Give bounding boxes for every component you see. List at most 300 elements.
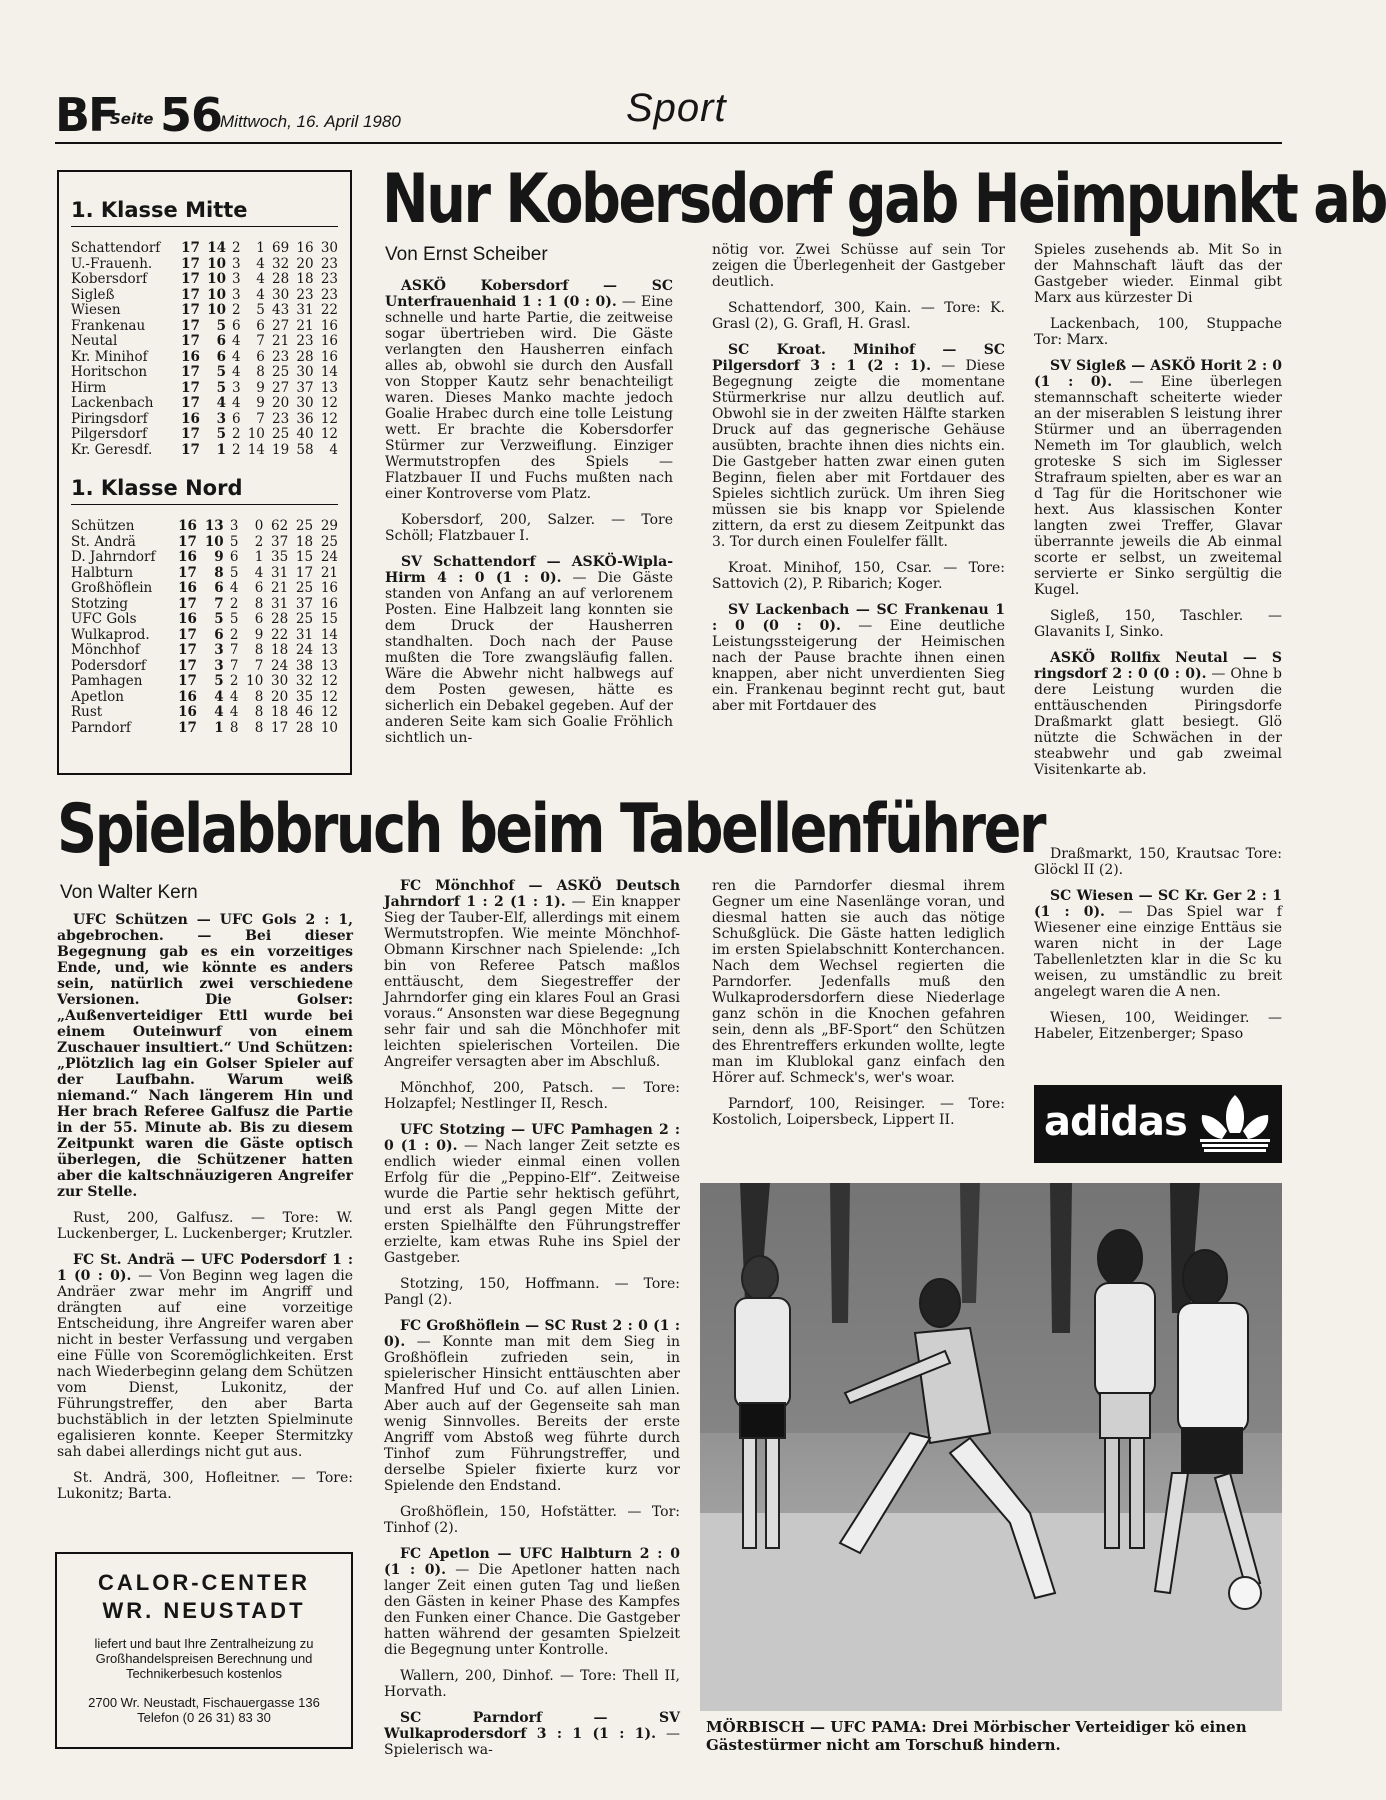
team-name: Kr. Geresdf. [71,441,153,458]
standings-row [71,288,338,304]
stat-cell: 10 [320,719,338,736]
stat-cell: 2 [229,673,239,689]
stat-cell: 17 [181,379,200,396]
stat-cell: 22 [320,302,338,318]
stat-cell: 6 [231,410,241,427]
article2-col1 [57,912,353,1532]
stat-cell: 4 [256,271,265,287]
article-paragraph [384,878,680,1070]
standings-row [71,381,338,397]
stat-cell: 12 [320,426,338,442]
standings-row [71,705,338,721]
stat-cell: 2 [229,626,239,643]
paragraph-text: — Die Gäste standen von Anfang an auf verlorenem Posten. Eine Halbzeit lang konnten sie dem Druck der Hausherren standhalten. Doch nach der Pause mußten die Tore zwangsläufig fallen. Wäre die Abwehr nicht halbwegs auf dem Posten gewesen, hätte es sicherlich ein Debakel gegeben. Auf der anderen Seite kam sich Goalie Fröhlich sichtlich un- [385,570,674,746]
stat-cell: 10 [207,271,227,287]
stat-cell: 30 [272,286,290,303]
article-paragraph [1034,316,1282,348]
article-paragraph [384,1318,680,1494]
paragraph-text: — Eine deutliche Leistungssteigerung der Heimischen nach der Pause brachte ihnen einen knappen, aber nicht unverdienten Sieg ein. Frankenau beginnt recht gut, baut aber mit Fortdauer des [712,618,1005,714]
stat-cell: 5 [214,673,224,689]
stat-cell: 16 [181,348,200,365]
standings-row [71,721,338,737]
stat-cell: 21 [272,333,290,349]
stat-cell: 10 [246,673,264,689]
paragraph-text: Kroat. Minihof, 150, Csar. — Tore: Sattovich (2), P. Ribarich; Koger. [712,560,1005,592]
stat-cell: 16 [178,611,197,627]
article1-col2 [712,242,1005,778]
stat-cell: 16 [320,333,338,349]
paragraph-text: Wallern, 200, Dinhof. — Tore: Thell II, Horvath. [384,1668,680,1700]
stat-cell: 17 [181,333,200,349]
team-name: Schützen [71,518,135,534]
match-heading: FC St. Andrä — UFC Podersdorf 1 : 1 (0 : 0). [57,1252,353,1284]
paragraph-text: Mönchhof, 200, Patsch. — Tore: Holzapfel; Nestlinger II, Resch. [384,1080,680,1112]
paragraph-text: Sigleß, 150, Taschler. — Glavanits I, Sinko. [1034,608,1282,640]
stat-cell: 30 [271,673,289,689]
stat-cell: 8 [214,564,224,581]
stat-cell: 10 [207,286,227,303]
stat-cell: 8 [254,719,264,736]
photo-caption: MÖRBISCH — UFC PAMA: Drei Mörbischer Verteidiger kö einen Gästestürmer nicht am Torschuß hindern. [706,1718,1247,1754]
team-name: U.-Frauenh. [71,255,153,272]
match-heading: SV Schattendorf — ASKÖ-Wipla-Hirm 4 : 0 (1 : 0). [385,554,673,586]
stat-cell: 31 [271,595,289,612]
stat-cell: 40 [296,426,314,442]
stat-cell: 17 [178,564,197,581]
paragraph-text: Wiesen, 100, Weidinger. — Habeler, Eitzenberger; Spaso [1034,1010,1282,1042]
stat-cell: 23 [320,286,338,303]
stat-cell: 6 [229,549,239,565]
stat-cell: 17 [181,441,200,458]
article-paragraph [1034,608,1282,640]
match-heading: ASKÖ Rollfix Neutal — S ringsdorf 2 : 0 (0 : 0). [1034,650,1282,682]
stat-cell: 14 [320,626,338,643]
stat-cell: 1 [254,549,264,565]
stat-cell: 7 [254,657,264,674]
standings-row [71,690,338,706]
ad-phone: Telefon (0 26 31) 83 30 [137,1710,271,1725]
article-paragraph [384,1546,680,1658]
stat-cell: 27 [272,317,290,334]
stat-cell: 20 [272,395,290,411]
stat-cell: 4 [329,441,338,458]
seite-label: Seite [110,110,154,128]
stat-cell: 16 [181,410,200,427]
stat-cell: 17 [181,286,200,303]
paragraph-text: ren die Parndorfer diesmal ihrem Gegner um eine Nasenlänge voran, und diesmal hatten sie auch das nötige Schußglück. Die Gäste hatten lediglich im ersten Spielabschnitt Konterchancen. Nach dem Wechsel regierten die Parndorfer. Jedenfalls muß den Wulkaprodersdorfern diese Niederlage ganz schön in die Knochen gefahren sein, denn als „BF-Sport“ den Schützen des Ehrentreffers erkunden wollte, legte man im Klublokal ganz einfach den Hörer auf. Schmeck's, wer's woar. [712,878,1005,1086]
stat-cell: 30 [320,240,338,256]
stat-cell: 17 [181,302,200,318]
stat-cell: 5 [216,317,227,334]
paragraph-text: Stotzing, 150, Hoffmann. — Tore: Pangl (2). [384,1276,680,1308]
stat-cell: 5 [216,379,227,396]
standings-row [71,443,338,459]
stat-cell: 16 [178,688,197,705]
stat-cell: 31 [271,564,289,581]
stat-cell: 7 [229,657,239,674]
standings-row [71,628,338,644]
paper-logo: BF [55,88,118,142]
article-paragraph [712,300,1005,332]
stat-cell: 23 [320,255,338,272]
team-name: Piringsdorf [71,410,148,427]
article2-col2 [384,878,681,1758]
team-name: Hirm [71,379,107,396]
team-name: Neutal [71,333,118,349]
standings-box [57,170,352,775]
calor-center-ad [55,1552,353,1749]
article1-byline: Von Ernst Scheiber [385,244,548,265]
stat-cell: 30 [296,395,314,411]
stat-cell: 9 [256,379,265,396]
stat-cell: 28 [296,348,314,365]
stat-cell: 3 [231,286,241,303]
article-paragraph [712,878,1005,1086]
stat-cell: 16 [178,580,197,596]
standings-row [71,365,338,381]
paragraph-text: — Ohne b dere Leistung wurden die enttäuschenden Piringsdorfe Draßmarkt glatt besiegt. Glö nützte die Schwächen in der steabwehr und gab zweimal Visitenkarte ab. [1034,666,1282,778]
standings-row [71,566,338,582]
stat-cell: 31 [295,626,314,643]
stat-cell: 8 [254,642,264,658]
team-name: St. Andrä [71,533,136,550]
stat-cell: 21 [296,317,314,334]
article1-col1 [385,278,673,778]
stat-cell: 4 [214,704,224,720]
stat-cell: 31 [296,302,314,318]
team-name: Parndorf [71,719,131,736]
paragraph-text: Draßmarkt, 150, Krautsac Tore: Glöckl II (2). [1034,846,1282,878]
stat-cell: 1 [256,240,265,256]
stat-cell: 46 [295,704,314,720]
stat-cell: 14 [207,240,227,256]
paragraph-text: Kobersdorf, 200, Salzer. — Tore Schöll; Flatzbauer I. [385,512,673,544]
stat-cell: 7 [256,410,265,427]
match-heading: SC Parndorf — SV Wulkaprodersdorf 3 : 1 (1 : 1). [384,1710,680,1742]
stat-cell: 16 [320,595,338,612]
stat-cell: 69 [272,240,290,256]
paragraph-text: — Diese Begegnung zeigte die momentane Stürmerkrise nur allzu deutlich auf. Obwohl sie in der zweiten Hälfte starken Druck auf das gegnerische Gehäuse ausübten, brachte ihnen dies nichts ein. Die Gastgeber hatten zwar einen guten Beginn, fielen aber mit Fortdauer des Spieles sichtlich zurück. Um ihren Sieg müssen sie bis knapp vor Spielende zittern, da erst zu diesem Zeitpunkt das 3. Tor durch einen Foulelfer fällt. [712,358,1006,550]
article2-byline: Von Walter Kern [60,882,198,903]
article-paragraph [385,554,673,746]
stat-cell: 36 [296,410,314,427]
stat-cell: 17 [295,564,314,581]
stat-cell: 24 [320,549,338,565]
team-name: Wulkaprod. [71,626,150,643]
team-name: Großhöflein [71,580,153,596]
paragraph-text: — Konnte man mit dem Sieg in Großhöflein zufrieden sein, in spielerischer Hinsicht enttäuschten aber Manfred Huf und Co. auf allen Linien. Aber auch auf der Gegenseite sah man wenig Sinnvolles. Bereits der erste Angriff vom Abstoß weg führte durch Tinhof zum Führungstreffer, und derselbe Spieler fixierte kurz vor Spielende den Endstand. [384,1334,680,1494]
stat-cell: 13 [204,518,224,534]
match-heading: SV Lackenbach — SC Frankenau 1 : 0 (0 : 0). [712,602,1005,634]
issue-date: Mittwoch, 16. April 1980 [220,112,401,131]
article-paragraph [384,1710,680,1758]
standings-row [71,272,338,288]
stat-cell: 1 [216,441,227,458]
team-name: Kobersdorf [71,271,148,287]
stat-cell: 5 [214,611,224,627]
standings-row [71,319,338,335]
stat-cell: 4 [256,286,265,303]
stat-cell: 4 [214,688,224,705]
stat-cell: 30 [296,364,314,380]
article-paragraph [57,912,353,1200]
stat-cell: 8 [254,595,264,612]
stat-cell: 3 [231,255,241,272]
stat-cell: 35 [271,549,289,565]
match-heading: SC Wiesen — SC Kr. Ger 2 : 1 (1 : 0). [1034,888,1282,920]
article2-headline: Spielabbruch beim Tabellenführer [57,790,1044,869]
team-name: Kr. Minihof [71,348,148,365]
article-paragraph [1034,846,1282,878]
stat-cell: 4 [231,395,241,411]
stat-cell: 5 [229,533,239,550]
match-heading: SC Kroat. Minihof — SC Pilgersdorf 3 : 1 (2 : 1). [712,342,1005,374]
stat-cell: 28 [295,719,314,736]
stat-cell: 23 [272,348,290,365]
stat-cell: 29 [320,518,338,534]
football-photo [700,1183,1282,1711]
stat-cell: 17 [178,657,197,674]
stat-cell: 28 [272,271,290,287]
article-paragraph [1034,888,1282,1000]
match-heading: FC Großhöflein — SC Rust 2 : 0 (1 : 0). [384,1318,680,1350]
article2-col4 [1034,846,1282,1076]
paragraph-text: Lackenbach, 100, Stuppache Tor: Marx. [1034,316,1282,348]
stat-cell: 17 [271,719,289,736]
stat-cell: 17 [181,317,200,334]
stat-cell: 5 [229,564,239,581]
standings-row [71,427,338,443]
stat-cell: 24 [295,642,314,658]
stat-cell: 12 [320,395,338,411]
standings-row [71,612,338,628]
standings-row [71,241,338,257]
stat-cell: 16 [320,348,338,365]
paragraph-text: nötig vor. Zwei Schüsse auf sein Tor zeigen die Überlegenheit der Gastgeber deutlich. [712,242,1005,290]
stat-cell: 4 [254,564,264,581]
article-paragraph [1034,358,1282,598]
adidas-ad [1034,1085,1282,1163]
stat-cell: 13 [320,657,338,674]
stat-cell: 16 [320,317,338,334]
stat-cell: 28 [271,611,289,627]
stat-cell: 6 [256,317,265,334]
stat-cell: 0 [254,518,264,534]
paragraph-text: Parndorf, 100, Reisinger. — Tore: Kostolich, Loipersbeck, Lippert II. [712,1096,1005,1128]
standings-row [71,257,338,273]
stat-cell: 6 [231,317,241,334]
paragraph-text: UFC Schützen — UFC Gols 2 : 1, abgebrochen. — Bei dieser Begegnung gab es ein vorzeitiges Ende, und, wie könnte es anders sein, natürlich zwei verschiedene Versionen. Die Golser: „Außenverteidiger Ettl wurde bei einem Outeinwurf von einem Zuschauer insultiert.“ Und Schützen: „Plötzlich lag ein Golser Spieler auf der Laufbahn. Warum weiß niemand.“ Nach längerem Hin und Her brach Referee Galfusz die Partie in der 55. Minute ab. Bis zu diesem Zeitpunkt waren die Gäste optisch überlegen, die Schützener hatten aber die kaltschnäuzigeren Angreifer zur Stelle. [57,912,353,1200]
article-paragraph [57,1252,353,1460]
standings-row [71,535,338,551]
stat-cell: 6 [256,348,265,365]
stat-cell: 9 [214,549,224,565]
stat-cell: 23 [296,333,314,349]
stat-cell: 3 [231,379,241,396]
standings-row [71,519,338,535]
stat-cell: 58 [296,441,314,458]
stat-cell: 4 [256,255,265,272]
stat-cell: 17 [178,719,197,736]
stat-cell: 7 [256,333,265,349]
paragraph-text: — Eine schnelle und harte Partie, die zeitweise sogar übertrieben wird. Die Gäste verlangten den Hausherren einfach alles ab, obwohl sie durch den Ausfall von Stopper Kautz sehr benachteiligt waren. Dieses Manko machte jedoch Goalie Hrabec durch eine tolle Leistung wett. Er brachte die Kobersdorfer Stürmer zur Verzweiflung. Einziger Wermutstropfen des Spiels — Flatzbauer II und Fuchs mußten nach einer Kontroverse vom Platz. [385,294,673,502]
stat-cell: 16 [178,549,197,565]
page-number: 56 [160,88,223,142]
team-name: Frankenau [71,317,146,334]
stat-cell: 16 [178,704,197,720]
stat-cell: 18 [271,704,289,720]
stat-cell: 17 [181,255,200,272]
stat-cell: 9 [254,626,264,643]
team-name: Schattendorf [71,240,161,256]
stat-cell: 21 [320,564,338,581]
paragraph-text: Rust, 200, Galfusz. — Tore: W. Luckenberger, L. Luckenberger; Krutzler. [57,1210,353,1242]
stat-cell: 17 [181,364,200,380]
article-paragraph [385,512,673,544]
standings-row [71,303,338,319]
paragraph-text: Schattendorf, 300, Kain. — Tore: K. Grasl (2), G. Grafl, H. Grasl. [712,300,1005,332]
article-paragraph [712,342,1005,550]
team-name: Apetlon [71,688,124,705]
stat-cell: 21 [271,580,289,596]
paragraph-text: Spieles zusehends ab. Mit So in der Mahnschaft läuft das der Gastgeber wieder. Einmal gibt Marx aus kürzester Di [1034,242,1282,306]
article1-col3 [1034,242,1282,838]
stat-cell: 9 [256,395,265,411]
standings-table-nord [71,519,338,736]
stat-cell: 17 [178,642,197,658]
stat-cell: 3 [214,642,224,658]
stat-cell: 4 [229,580,239,596]
stat-cell: 8 [256,364,265,380]
paragraph-text: Großhöflein, 150, Hofstätter. — Tor: Tinhof (2). [384,1504,680,1536]
stat-cell: 25 [320,533,338,550]
ad-body-text: liefert und baut Ihre Zentralheizung zu Großhandelspreisen Berechnung und Technikerbesuch kostenlos [94,1636,314,1681]
stat-cell: 17 [181,395,200,411]
stat-cell: 12 [320,410,338,427]
stat-cell: 18 [271,642,289,658]
article-paragraph [712,602,1005,714]
stat-cell: 16 [178,518,197,534]
article2-col3 [712,878,1005,1168]
stat-cell: 25 [272,426,290,442]
article-paragraph [57,1210,353,1242]
stat-cell: 2 [231,240,241,256]
stat-cell: 23 [320,271,338,287]
article-paragraph [384,1080,680,1112]
paragraph-text: St. Andrä, 300, Hofleitner. — Tore: Lukonitz; Barta. [57,1470,353,1502]
stat-cell: 3 [214,657,224,674]
stat-cell: 43 [272,302,290,318]
stat-cell: 7 [214,595,224,612]
stat-cell: 3 [229,518,239,534]
ad-company-city: WR. NEUSTADT [102,1598,306,1623]
stat-cell: 3 [231,271,241,287]
stat-cell: 20 [271,688,289,705]
stat-cell: 2 [229,595,239,612]
paragraph-text: — Die Apetloner hatten nach langer Zeit einen guten Tag und ließen den Gästen in keiner Phase des Kampfes den Funken einer Chance. Die Gastgeber hatten während der gesamten Spielzeit die Begegnung unter Kontrolle. [384,1562,680,1658]
article-paragraph [57,1470,353,1502]
stat-cell: 4 [216,395,227,411]
standings-title-nord: 1. Klasse Nord [71,476,338,505]
stat-cell: 1 [214,719,224,736]
standings-title-mitte: 1. Klasse Mitte [71,198,338,227]
stat-cell: 24 [271,657,289,674]
stat-cell: 19 [272,441,290,458]
stat-cell: 38 [295,657,314,674]
team-name: Pilgersdorf [71,426,147,442]
stat-cell: 4 [231,333,241,349]
standings-row [71,659,338,675]
team-name: Mönchhof [71,642,140,658]
match-heading: UFC Stotzing — UFC Pamhagen 2 : 0 (1 : 0). [384,1122,680,1154]
stat-cell: 5 [229,611,239,627]
article-paragraph [384,1276,680,1308]
team-name: Pamhagen [71,673,143,689]
team-name: Stotzing [71,595,128,612]
stat-cell: 25 [295,611,314,627]
masthead-rule [55,142,1282,144]
team-name: UFC Gols [71,611,137,627]
stat-cell: 8 [254,688,264,705]
article-paragraph [1034,1010,1282,1042]
stat-cell: 37 [296,379,314,396]
standings-table-mitte [71,241,338,458]
stat-cell: 6 [254,580,264,596]
article-paragraph [384,1122,680,1266]
stat-cell: 3 [216,410,227,427]
article-paragraph [712,1096,1005,1128]
stat-cell: 15 [320,611,338,627]
stat-cell: 37 [295,595,314,612]
article-paragraph [1034,242,1282,306]
stat-cell: 8 [254,704,264,720]
team-name: Lackenbach [71,395,154,411]
standings-row [71,396,338,412]
paragraph-text: — Spielerisch wa- [384,1726,680,1758]
article-paragraph [712,242,1005,290]
stat-cell: 17 [178,533,197,550]
stat-cell: 6 [214,626,224,643]
stat-cell: 5 [216,364,227,380]
photo-scene [700,1183,1282,1711]
stat-cell: 2 [254,533,264,550]
stat-cell: 5 [216,426,227,442]
stat-cell: 32 [272,255,290,272]
stat-cell: 6 [254,611,264,627]
stat-cell: 17 [181,271,200,287]
match-heading: SV Sigleß — ASKÖ Horit 2 : 0 (1 : 0). [1034,358,1282,390]
stat-cell: 4 [229,704,239,720]
stat-cell: 4 [229,688,239,705]
standings-row [71,350,338,366]
stat-cell: 6 [214,580,224,596]
stat-cell: 16 [320,580,338,596]
team-name: D. Jahrndorf [71,549,156,565]
ad-company-name: CALOR-CENTER [98,1570,310,1595]
stat-cell: 12 [320,704,338,720]
stat-cell: 37 [271,533,289,550]
stat-cell: 10 [207,302,227,318]
stat-cell: 27 [272,379,290,396]
stat-cell: 35 [295,688,314,705]
ad-address: 2700 Wr. Neustadt, Fischauergasse 136 [88,1695,320,1710]
stat-cell: 6 [216,333,227,349]
paragraph-text: — Eine überlegen stemannschaft scheiterte wieder an der miserablen S leistung ihrer Stürmer und an überragenden Nemeth im Tor glaublich, welch groteske S sich im Siglesser Strafraum spielten, aber es war an d Tag für die Horitschoner wie hext. Aus klassischen Konter langten zwei Treffer, Glavar überrannte jeweils die Ab einmal scorte er selbst, un zweitemal servierte er Sinko sergültig die Kugel. [1034,374,1282,598]
stat-cell: 23 [272,410,290,427]
stat-cell: 5 [256,302,265,318]
article-paragraph [384,1504,680,1536]
match-heading: FC Mönchhof — ASKÖ Deutsch Jahrndorf 1 : 2 (1 : 1). [384,878,680,910]
